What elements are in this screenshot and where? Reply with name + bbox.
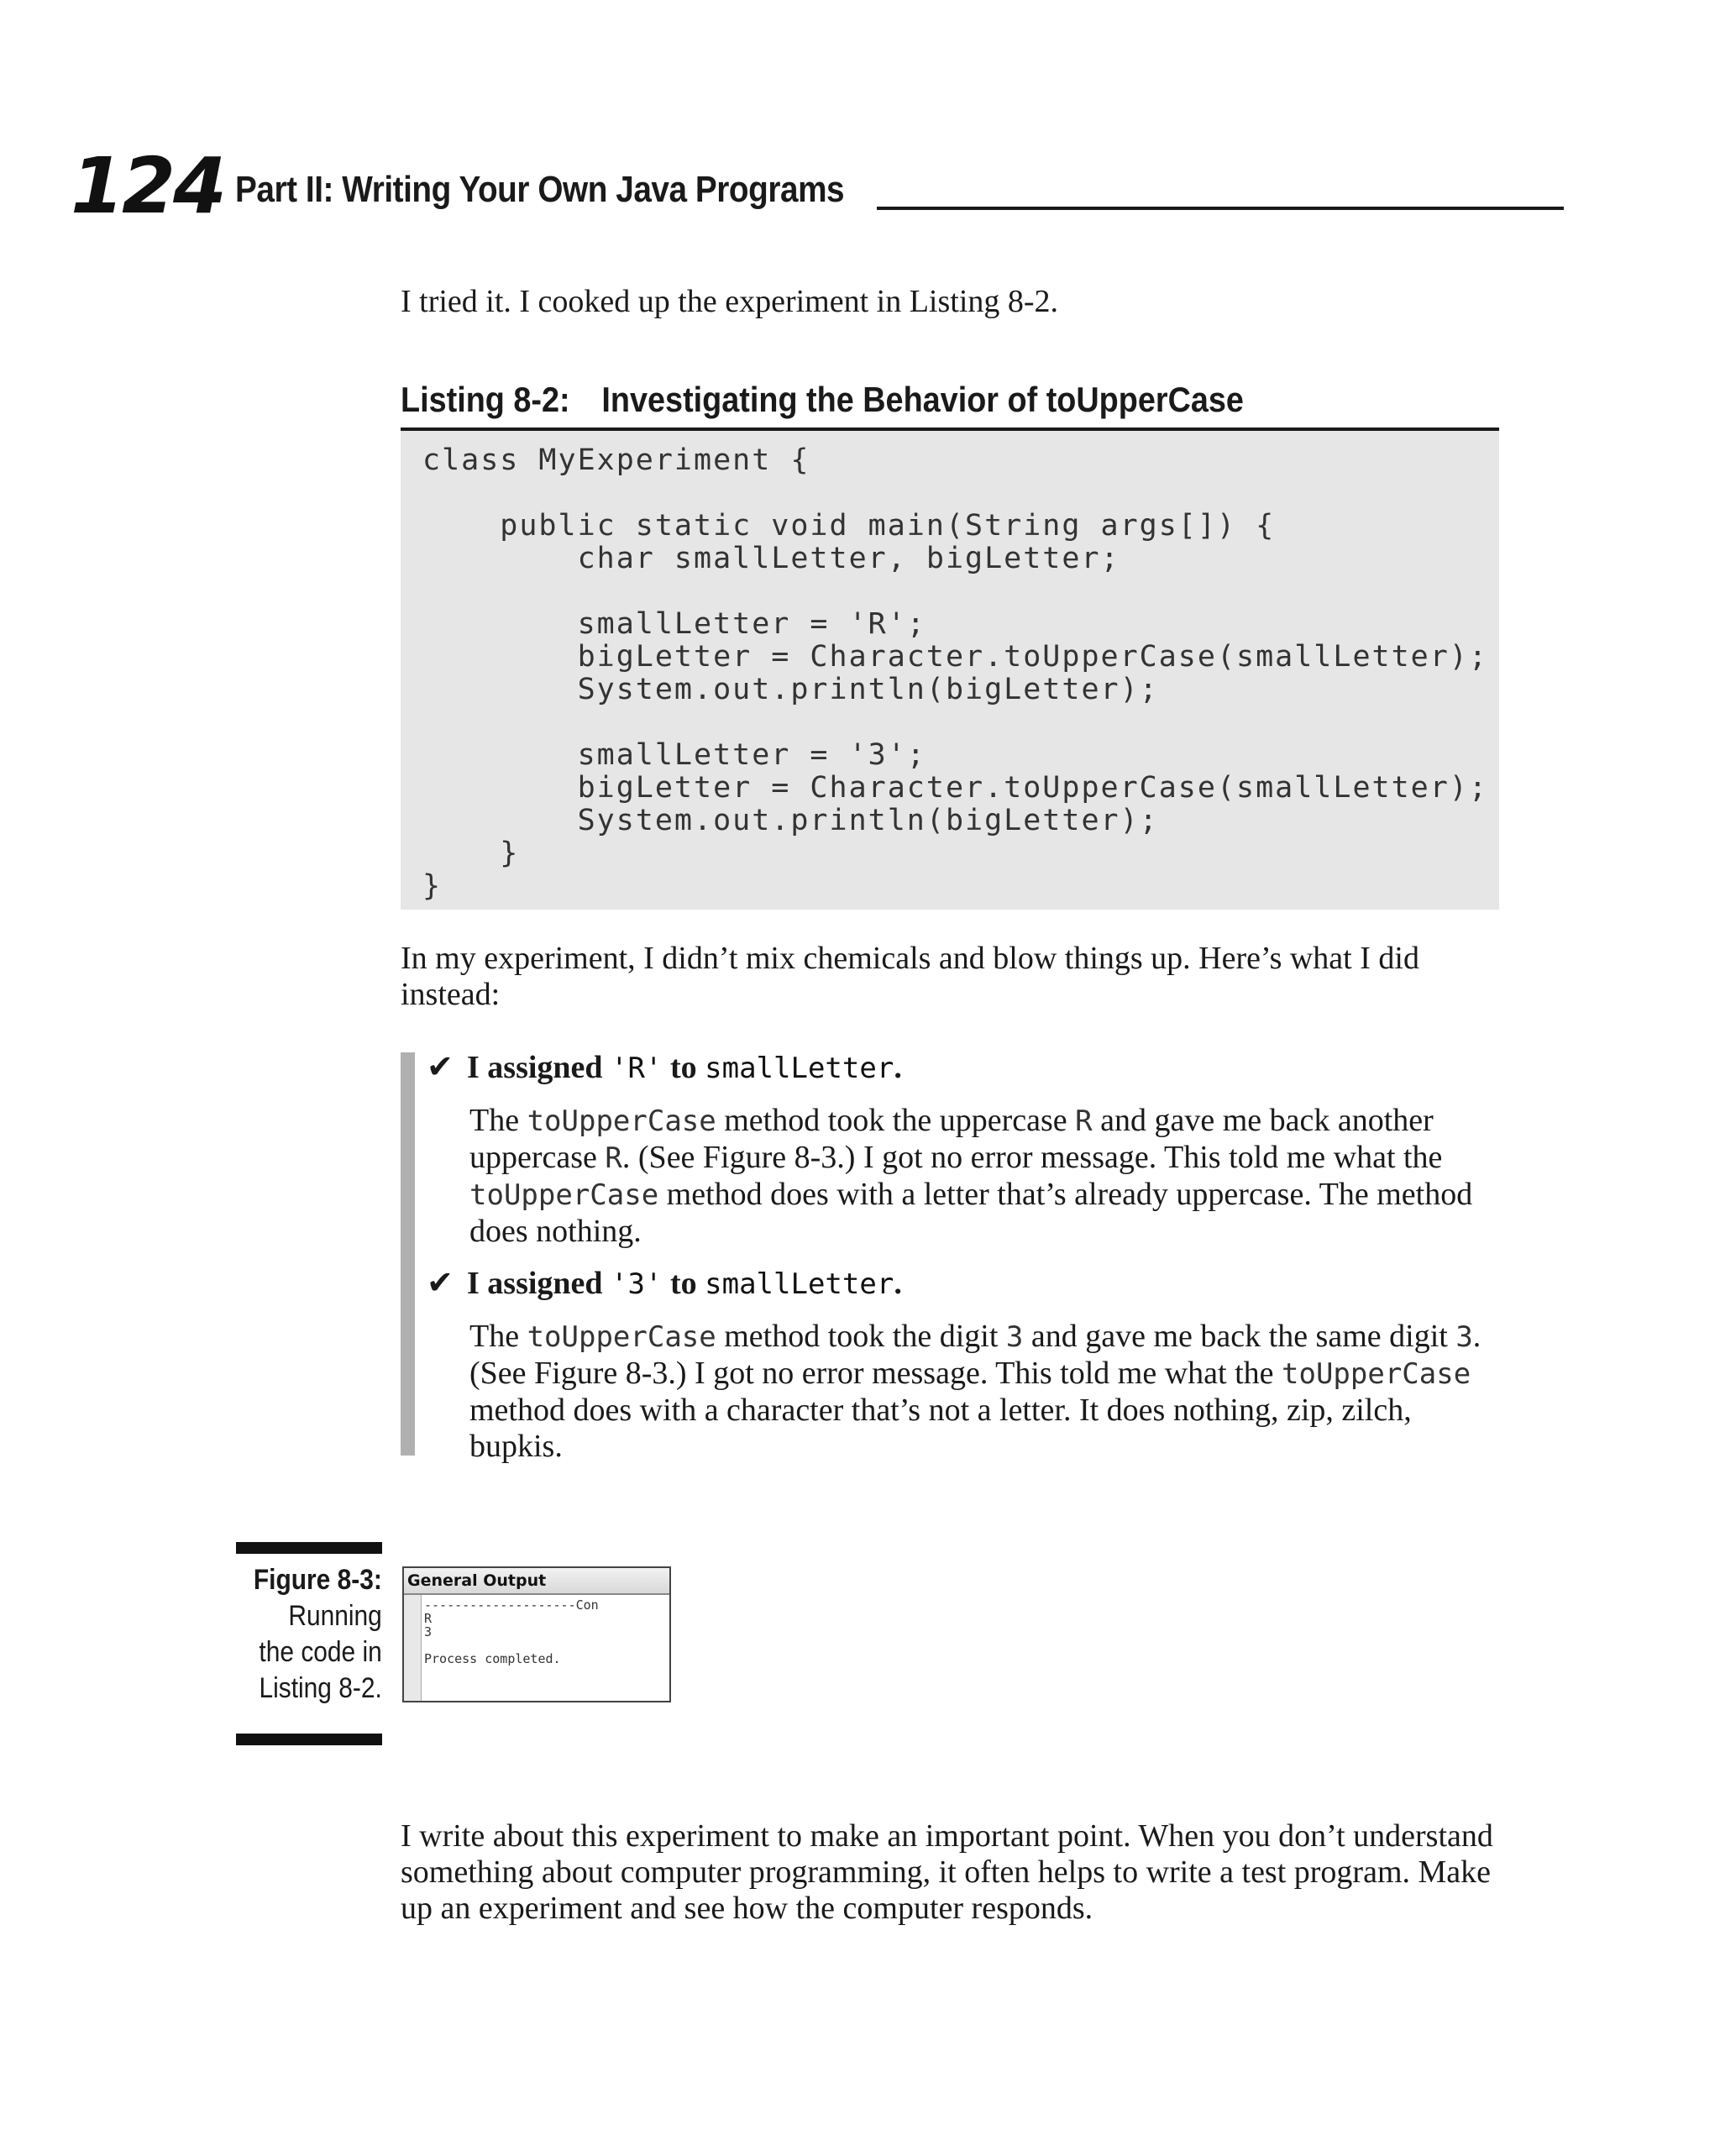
output-text: --------------------Con R 3 Process completed. [424, 1597, 599, 1666]
header-rule [877, 207, 1564, 210]
experiment-intro-paragraph: In my experiment, I didn’t mix chemicals and blow things up. Here’s what I did instead: [401, 941, 1419, 1012]
checkmark-icon: ✔ [427, 1264, 454, 1301]
output-panel-title: General Output [404, 1568, 669, 1595]
output-gutter [404, 1595, 422, 1701]
bullet-paragraph-1: The toUpperCase method took the uppercase R and gave me back another uppercase R. (See Figure 8-3.) I got no error message. This told me what the toUpperCase method does with a letter that’s already uppercase. The method does nothing. [469, 1103, 1473, 1249]
figure-caption [210, 1562, 382, 1707]
running-header [71, 141, 1498, 240]
general-output-panel [402, 1566, 671, 1702]
code-text: class MyExperiment { public static void main(String args[]) { char smallLetter, bigLetter; smallLetter = 'R'; bigLetter = Character.toUpperCase(smallLetter); System.out.println(bigLetter); smallLetter = '3'; bigLetter = Character.toUpperCase(smallLetter); System.out.println(bigLetter); } } [422, 443, 1488, 903]
listing-title [401, 382, 1501, 417]
bullet-heading-2: ✔ I assigned '3' to smallLetter. [427, 1264, 902, 1301]
bullet-paragraph-2: The toUpperCase method took the digit 3 and gave me back the same digit 3. (See Figure 8-3.) I got no error message. This told me what the toUpperCase method does with a character that’s not a letter. It does nothing, zip, zilch, bupkis. [469, 1319, 1481, 1464]
code-listing [401, 431, 1499, 910]
checkmark-icon: ✔ [427, 1048, 454, 1085]
listing-caption: Investigating the Behavior of toUpperCase [601, 380, 1244, 419]
figure-caption-line: Running [288, 1600, 382, 1632]
listing-label: Listing 8-2: [401, 380, 570, 419]
closing-paragraph: I write about this experiment to make an important point. When you don’t understand something about computer programming, it often helps to write a test program. Make up an experiment and see how the computer responds. [401, 1818, 1493, 1926]
figure-rule-bottom [236, 1734, 382, 1745]
figure-rule-top [236, 1542, 382, 1554]
bullet-heading-1: ✔ I assigned 'R' to smallLetter. [427, 1048, 902, 1085]
bullet-list-bar [401, 1052, 415, 1456]
figure-caption-line: the code in [259, 1636, 382, 1668]
part-title: Part II: Writing Your Own Java Programs [235, 169, 845, 210]
page-number: 124 [71, 141, 225, 231]
output-panel-body [404, 1595, 669, 1701]
figure-caption-line: Listing 8-2. [259, 1672, 382, 1704]
figure-label: Figure 8-3: [254, 1564, 382, 1596]
intro-paragraph: I tried it. I cooked up the experiment in Listing 8-2. [401, 284, 1059, 319]
